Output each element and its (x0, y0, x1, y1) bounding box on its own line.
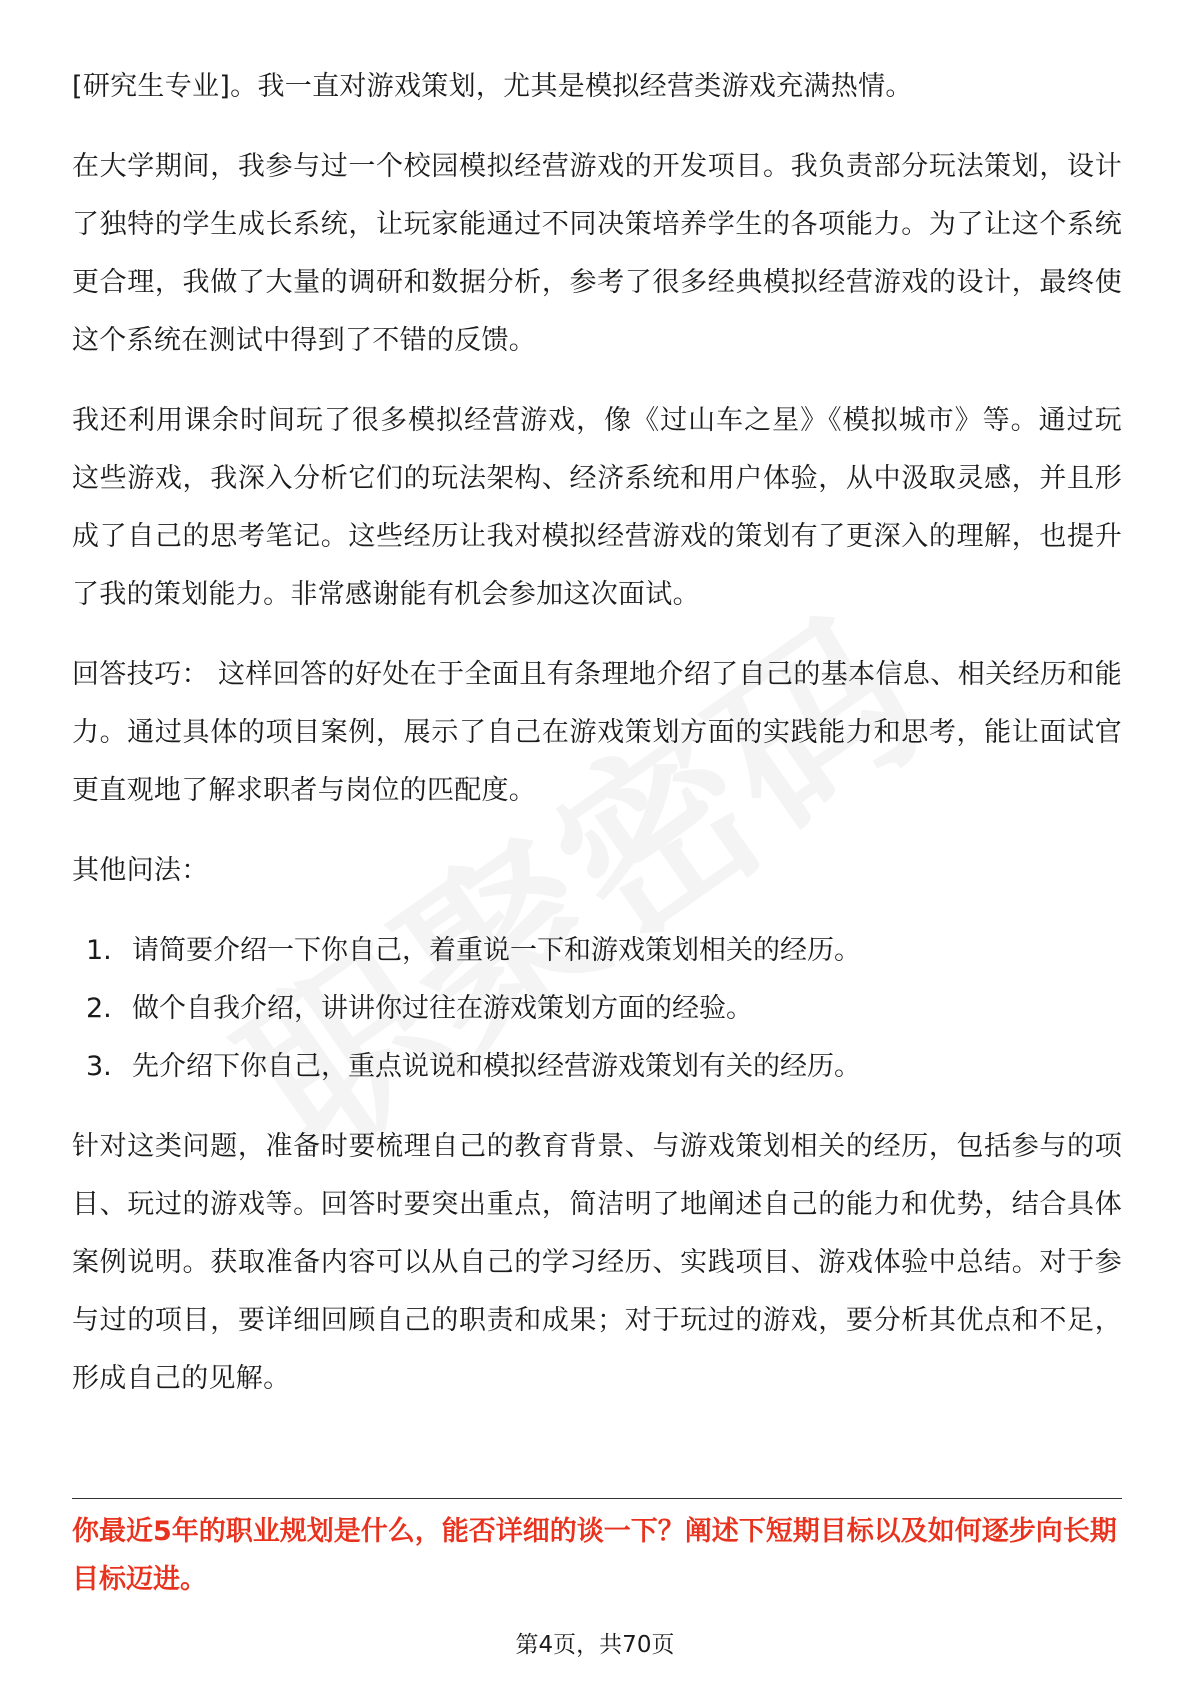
games-paragraph: 我还利用课余时间玩了很多模拟经营游戏，像《过山车之星》《模拟城市》等。通过玩这些游戏，我深入分析它们的玩法架构、经济系统和用户体验，从中汲取灵感，并且形成了自己的思考笔记。这些经历让我对模拟经营游戏的策划有了更深入的理解，也提升了我的策划能力。非常感谢能有机会参加这次面试。 (72, 405, 1122, 610)
page-number-footer: 第4页，共70页 (515, 1632, 675, 1658)
summary-paragraph: 针对这类问题，准备时要梳理自己的教育背景、与游戏策划相关的经历，包括参与的项目、玩过的游戏等。回答时要突出重点，简洁明了地阐述自己的能力和优势，结合具体案例说明。获取准备内容可以从自己的学习经历、实践项目、游戏体验中总结。对于参与过的项目，要详细回顾自己的职责和成果；对于玩过的游戏，要分析其优点和不足，形成自己的见解。 (72, 1131, 1122, 1394)
list-item-text: 先介绍下你自己，重点说说和模拟经营游戏策划有关的经历。 (132, 1051, 861, 1082)
list-item-text: 请简要介绍一下你自己，着重说一下和游戏策划相关的经历。 (132, 935, 861, 966)
list-item (72, 980, 1122, 1038)
answer-tips-paragraph: 回答技巧： 这样回答的好处在于全面且有条理地介绍了自己的基本信息、相关经历和能力。通过具体的项目案例，展示了自己在游戏策划方面的实践能力和思考，能让面试官更直观地了解求职者与岗位的匹配度。 (72, 659, 1122, 806)
project-paragraph: 在大学期间，我参与过一个校园模拟经营游戏的开发项目。我负责部分玩法策划，设计了独特的学生成长系统，让玩家能通过不同决策培养学生的各项能力。为了让这个系统更合理，我做了大量的调研和数据分析，参考了很多经典模拟经营游戏的设计，最终使这个系统在测试中得到了不错的反馈。 (72, 151, 1122, 356)
other-questions-list (72, 922, 1122, 1096)
main-content (72, 58, 1122, 1408)
list-item-text: 做个自我介绍，讲讲你过往在游戏策划方面的经验。 (132, 993, 753, 1024)
next-question-heading: 你最近5年的职业规划是什么，能否详细的谈一下？阐述下短期目标以及如何逐步向长期目标迈进。 (72, 1516, 1117, 1595)
other-questions-heading: 其他问法： (72, 855, 209, 886)
list-item-number: 1. (86, 935, 112, 966)
list-item-number: 2. (86, 993, 112, 1024)
intro-paragraph: [研究生专业]。我一直对游戏策划，尤其是模拟经营类游戏充满热情。 (72, 71, 913, 102)
list-item (72, 922, 1122, 980)
list-item-number: 3. (86, 1051, 112, 1082)
section-divider (72, 1498, 1122, 1499)
list-item (72, 1038, 1122, 1096)
